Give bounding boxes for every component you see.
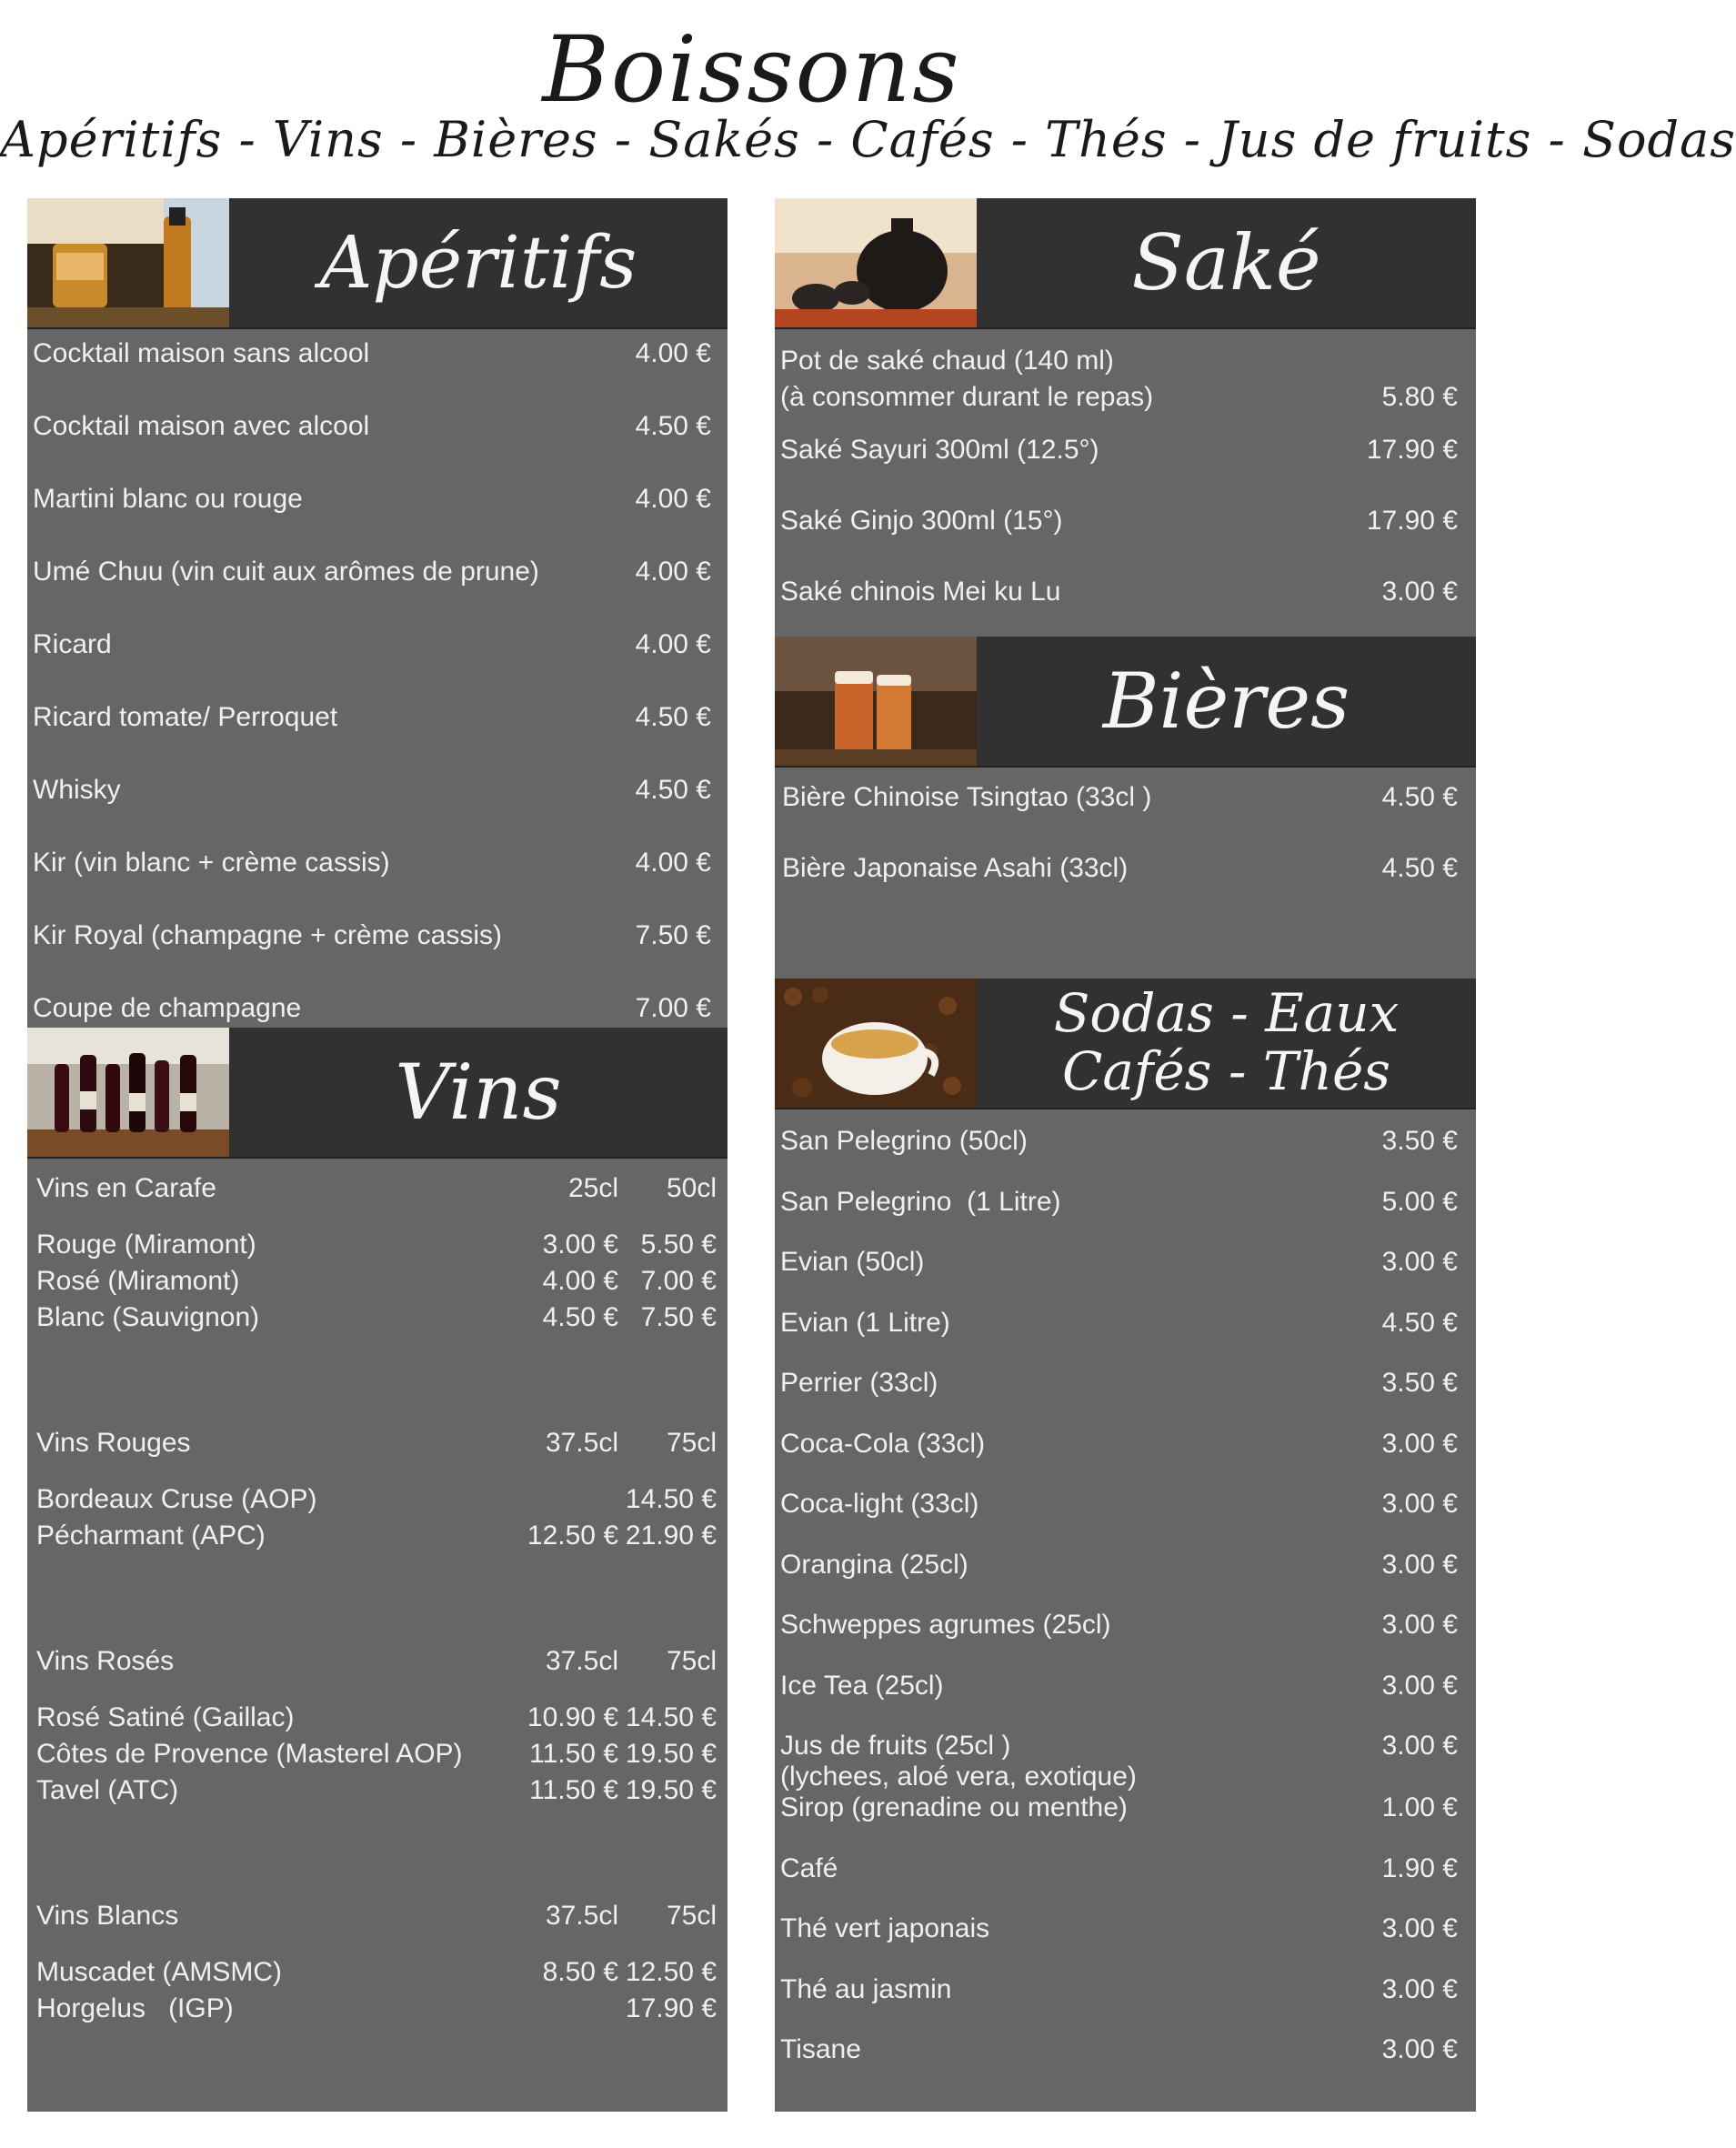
item-price: 1.90 € [1381,1852,1458,1883]
item-name: Bière Chinoise Tsingtao (33cl ) [782,782,1152,812]
item-name: Saké Sayuri 300ml (12.5°) [780,435,1099,465]
item-name: San Pelegrino (1 Litre) [780,1186,1061,1217]
wine-price-2: 14.50 € [625,1702,717,1732]
item-price: 5.80 € [1381,382,1458,412]
item-price: 3.00 € [1381,1670,1458,1701]
vins-header [27,1028,728,1159]
item-name: Whisky [33,775,121,805]
size-col-1: 25cl [567,1173,618,1203]
item-price: 4.00 € [635,557,711,587]
size-col-1: 37.5cl [545,1428,618,1458]
wine-price-1: 11.50 € [529,1775,618,1805]
item-price: 4.50 € [635,411,711,441]
wine-price-2: 12.50 € [625,1957,717,1987]
item-name: Cocktail maison avec alcool [33,411,370,441]
aperitif-photo [27,198,229,327]
wine-price-2: 19.50 € [625,1775,717,1805]
item-name: Thé vert japonais [780,1913,990,1943]
size-col-2: 75cl [666,1646,717,1676]
wine-name: Bordeaux Cruse (AOP) [36,1484,317,1514]
vins-title: Vins [395,1047,562,1137]
item-name: Cocktail maison sans alcool [33,338,370,368]
size-col-1: 37.5cl [545,1901,618,1931]
item-name: Ricard tomate/ Perroquet [33,702,338,732]
item-name: Coca-Cola (33cl) [780,1428,986,1459]
item-price: 3.00 € [1381,1913,1458,1943]
item-name: Kir (vin blanc + crème cassis) [33,848,390,878]
wine-price-2: 5.50 € [640,1230,717,1260]
item-price: 4.50 € [1381,853,1458,883]
sake-title: Saké [1131,217,1321,307]
item-price: 3.00 € [1381,1610,1458,1640]
sake-set-photo [775,198,977,327]
item-name: San Pelegrino (50cl) [780,1126,1028,1156]
page-title: Boissons [542,16,961,123]
wine-group-name: Vins Blancs [36,1901,179,1931]
item-price: 3.50 € [1381,1126,1458,1156]
item-price: 4.00 € [635,338,711,368]
item-note: (à consommer durant le repas) [780,382,1154,412]
wine-name: Rosé (Miramont) [36,1266,240,1296]
wine-name: Muscadet (AMSMC) [36,1957,283,1987]
sake-list [775,327,1476,637]
item-name: Kir Royal (champagne + crème cassis) [33,920,503,950]
item-name: Coca-light (33cl) [780,1489,979,1519]
wine-name: Rouge (Miramont) [36,1230,256,1260]
sodas-header [775,979,1476,1109]
wine-group-name: Vins Rosés [36,1646,175,1676]
item-price: 4.00 € [635,629,711,659]
wine-price-2: 17.90 € [625,1993,717,2023]
sodas-title-line1: Sodas - Eaux [1053,982,1400,1045]
size-col-2: 50cl [666,1173,717,1203]
coffee-cup-photo [775,979,977,1108]
item-name: Thé au jasmin [780,1973,952,2004]
item-price: 4.00 € [635,848,711,878]
item-name: Martini blanc ou rouge [33,484,303,514]
wine-name: Rosé Satiné (Gaillac) [36,1702,295,1732]
item-price: 7.00 € [635,993,711,1023]
item-name: Tisane [780,2034,861,2064]
aperitifs-list [27,327,728,1028]
aperitifs-header [27,198,728,329]
wine-name: Horgelus (IGP) [36,1993,234,2023]
wine-price-1: 4.00 € [542,1266,618,1296]
item-price: 4.50 € [635,702,711,732]
item-name: Ricard [33,629,112,659]
item-price: 3.00 € [1381,2034,1458,2064]
item-price: 3.00 € [1381,577,1458,607]
item-name: Perrier (33cl) [780,1368,938,1398]
wine-price-1: 10.90 € [527,1702,618,1732]
item-name: Evian (1 Litre) [780,1307,950,1338]
bieres-list [775,766,1476,975]
wine-price-1: 3.00 € [542,1230,618,1260]
item-name: Bière Japonaise Asahi (33cl) [782,853,1129,883]
item-name: Pot de saké chaud (140 ml) [780,346,1114,376]
item-price: 7.50 € [635,920,711,950]
item-name: Evian (50cl) [780,1247,925,1277]
item-name: Schweppes agrumes (25cl) [780,1610,1111,1640]
item-price: 4.50 € [1381,782,1458,812]
beer-glasses-photo [775,637,977,766]
wine-price-1: 12.50 € [527,1521,618,1551]
sodas-list [775,1108,1476,2112]
item-price: 3.00 € [1381,1428,1458,1459]
item-price: 4.50 € [1381,1307,1458,1338]
size-col-1: 37.5cl [545,1646,618,1676]
sake-header [775,198,1476,329]
item-name: Coupe de champagne [33,993,302,1023]
item-name: Sirop (grenadine ou menthe) [780,1792,1128,1822]
wine-group-name: Vins en Carafe [36,1173,216,1203]
wine-price-1: 11.50 € [529,1739,618,1769]
item-price: 3.00 € [1381,1973,1458,2004]
item-name: Jus de fruits (25cl ) [780,1731,1011,1761]
bieres-header [775,637,1476,768]
wine-group-name: Vins Rouges [36,1428,191,1458]
item-price: 17.90 € [1366,506,1458,536]
item-price: 1.00 € [1381,1792,1458,1822]
item-price: 3.00 € [1381,1247,1458,1277]
size-col-2: 75cl [666,1428,717,1458]
size-col-2: 75cl [666,1901,717,1931]
wine-name: Blanc (Sauvignon) [36,1302,260,1332]
bieres-title: Bières [1102,656,1350,746]
vins-list [27,1157,728,2112]
wine-price-1: 4.50 € [542,1302,618,1332]
item-name: (lychees, aloé vera, exotique) [780,1762,1137,1792]
wine-name: Côtes de Provence (Masterel AOP) [36,1739,463,1769]
aperitifs-title: Apéritifs [319,220,637,305]
item-name: Café [780,1852,838,1883]
page-subtitle: Apéritifs - Vins - Bières - Sakés - Cafés - Thés - Jus de fruits - Sodas [0,111,1736,168]
item-price: 4.00 € [635,484,711,514]
item-name: Saké Ginjo 300ml (15°) [780,506,1063,536]
wine-bottles-photo [27,1028,229,1157]
item-price: 4.50 € [635,775,711,805]
wine-price-2: 7.00 € [640,1266,717,1296]
item-name: Orangina (25cl) [780,1549,968,1580]
wine-price-1: 8.50 € [542,1957,618,1987]
item-price: 5.00 € [1381,1186,1458,1217]
item-price: 3.00 € [1381,1549,1458,1580]
wine-price-2: 19.50 € [625,1739,717,1769]
item-price: 3.00 € [1381,1489,1458,1519]
wine-name: Pécharmant (APC) [36,1521,266,1551]
item-name: Ice Tea (25cl) [780,1670,944,1701]
item-name: Umé Chuu (vin cuit aux arômes de prune) [33,557,539,587]
item-price: 3.00 € [1381,1731,1458,1761]
sodas-title-line2: Cafés - Thés [1061,1040,1391,1102]
wine-price-2: 21.90 € [625,1521,717,1551]
item-price: 3.50 € [1381,1368,1458,1398]
item-name: Saké chinois Mei ku Lu [780,577,1061,607]
sodas-title [977,979,1476,1108]
wine-name: Tavel (ATC) [36,1775,179,1805]
item-price: 17.90 € [1366,435,1458,465]
wine-price-2: 14.50 € [625,1484,717,1514]
wine-price-2: 7.50 € [640,1302,717,1332]
